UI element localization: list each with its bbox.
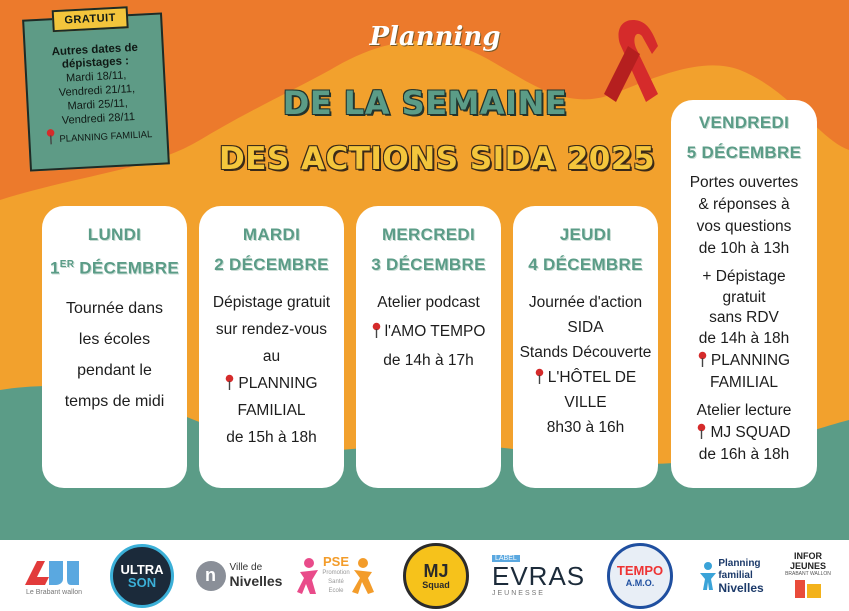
brabant-wallon-logo-icon xyxy=(19,555,89,589)
logo-ultrason: ULTRA SON xyxy=(104,540,180,611)
person-icon xyxy=(296,556,322,596)
day-text: SIDA xyxy=(567,319,604,336)
other-date: Vendredi 21/11, xyxy=(58,82,136,99)
map-pin-icon xyxy=(46,128,56,144)
day-text: Stands Découverte xyxy=(519,344,652,361)
day-text: de 14h à 18h xyxy=(698,330,790,347)
logo-mj-squad: MJ Squad xyxy=(396,540,476,611)
day-text: sans RDV xyxy=(709,309,779,326)
map-pin-icon xyxy=(225,374,234,390)
day-name: MARDI xyxy=(242,225,301,244)
day-card-jeudi xyxy=(513,206,658,488)
map-pin-icon xyxy=(697,423,706,439)
other-dates-note xyxy=(22,12,170,171)
day-name: MERCREDI xyxy=(381,225,476,244)
day-text: pendant le xyxy=(77,361,152,379)
day-name: VENDREDI xyxy=(698,113,790,132)
day-time: de 16h à 18h xyxy=(698,446,790,463)
day-text: Portes ouvertes xyxy=(689,174,799,191)
day-text: sur rendez-vous xyxy=(215,321,328,338)
day-text: Atelier podcast xyxy=(377,294,480,311)
other-dates-location: PLANNING FAMILIAL xyxy=(38,123,161,148)
map-pin-icon xyxy=(372,322,381,338)
day-text: & réponses à xyxy=(698,196,790,213)
logo-label-evras: LABEL EVRAS JEUNESSE xyxy=(492,554,586,597)
title-line-2: DES ACTIONS SIDA 2025 xyxy=(218,141,656,177)
day-card-vendredi xyxy=(671,100,817,488)
day-text: + Dépistage xyxy=(702,268,786,285)
day-text: Tournée dans xyxy=(66,299,163,317)
logo-label: Le Brabant wallon xyxy=(25,589,83,596)
day-name: JEUDI xyxy=(559,225,612,244)
person-icon xyxy=(698,561,718,591)
day-text: Atelier lecture xyxy=(696,402,792,419)
free-badge: GRATUIT xyxy=(52,6,129,32)
partner-logos-strip xyxy=(0,540,849,611)
day-date: 3 DÉCEMBRE xyxy=(371,255,486,274)
day-card-lundi xyxy=(42,206,187,488)
title-script: Planning xyxy=(369,22,501,52)
day-location: l'AMO TEMPO xyxy=(356,319,501,344)
day-text: de 10h à 13h xyxy=(698,240,790,257)
day-card-mercredi xyxy=(356,206,501,488)
other-date: Vendredi 28/11 xyxy=(61,111,136,127)
day-text: les écoles xyxy=(78,330,151,348)
logo-ville-de-nivelles: n Ville de Nivelles xyxy=(192,540,286,611)
day-text: Journée d'action xyxy=(528,294,643,311)
day-location: PLANNING xyxy=(671,350,817,372)
map-pin-icon xyxy=(535,368,544,384)
red-ribbon-icon xyxy=(602,14,664,108)
logo-brabant-wallon xyxy=(14,540,94,611)
day-date: 2 DÉCEMBRE xyxy=(214,255,329,274)
day-location: FAMILIAL xyxy=(237,402,306,419)
other-date: Mardi 18/11, xyxy=(65,69,127,85)
title-line-1: DE LA SEMAINE xyxy=(282,84,568,122)
day-text: vos questions xyxy=(696,218,792,235)
day-name: LUNDI xyxy=(87,225,142,244)
logo-planning-familial-nivelles: Planning familial Nivelles xyxy=(690,540,772,611)
day-time: de 15h à 18h xyxy=(226,429,317,446)
map-pin-icon xyxy=(698,351,707,367)
day-text: gratuit xyxy=(722,289,766,306)
nivelles-n-icon: n xyxy=(196,561,226,591)
day-location: PLANNING xyxy=(199,371,344,396)
day-location: FAMILIAL xyxy=(709,374,779,391)
day-card-mardi xyxy=(199,206,344,488)
logo-pse: PSE Promotion Santé Ecole xyxy=(290,540,382,611)
day-time: 8h30 à 16h xyxy=(546,419,625,436)
logo-infor-jeunes: INFOR JEUNES BRABANT WALLON xyxy=(776,540,840,611)
day-date: 1ER DÉCEMBRE xyxy=(50,258,179,278)
other-date: Mardi 25/11, xyxy=(67,97,129,113)
infor-jeunes-shape-icon xyxy=(793,578,823,600)
day-location: L'HÔTEL DE xyxy=(513,365,658,390)
day-location: MJ SQUAD xyxy=(671,422,817,444)
day-text: Dépistage gratuit xyxy=(212,294,331,311)
logo-amo-tempo: TEMPO A.M.O. xyxy=(600,540,680,611)
day-text: temps de midi xyxy=(64,392,165,410)
day-date: 4 DÉCEMBRE xyxy=(528,255,643,274)
day-location: VILLE xyxy=(564,394,607,411)
day-date: 5 DÉCEMBRE xyxy=(686,143,802,162)
day-time: de 14h à 17h xyxy=(383,352,474,369)
person-icon xyxy=(350,556,376,596)
other-dates-heading: Autres dates de dépistages : xyxy=(51,41,139,71)
day-text: au xyxy=(262,348,281,365)
